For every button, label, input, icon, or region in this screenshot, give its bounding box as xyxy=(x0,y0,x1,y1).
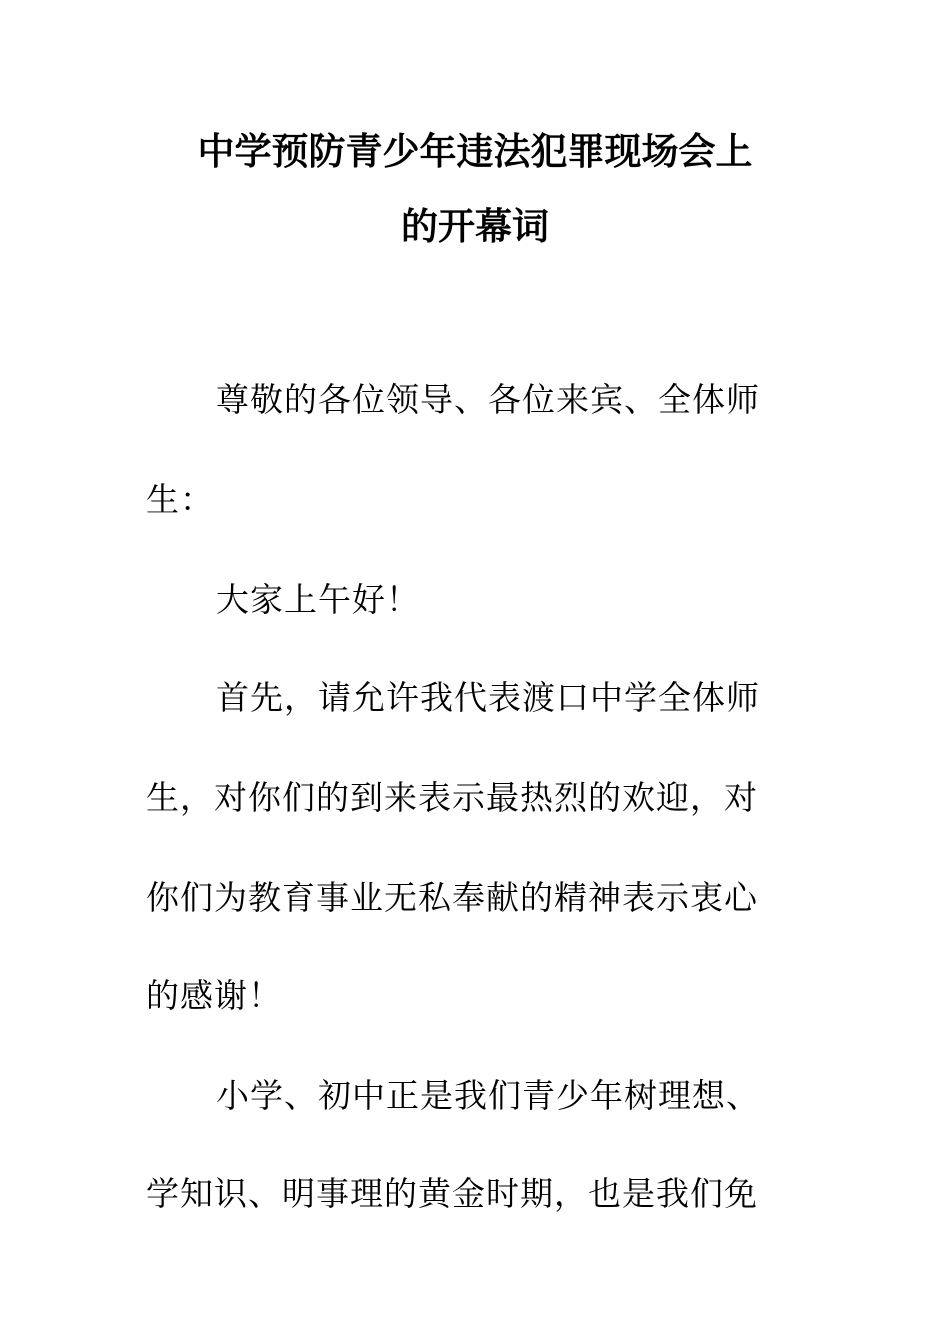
paragraph-1-line-4: 的感谢！ xyxy=(146,976,282,1015)
salutation-line-1: 尊敬的各位领导、各位来宾、全体师 xyxy=(216,380,760,419)
paragraph-2-line-1: 小学、初中正是我们青少年树理想、 xyxy=(216,1076,760,1115)
paragraph-1-line-3: 你们为教育事业无私奉献的精神表示衷心 xyxy=(146,878,758,917)
paragraph-1-line-2: 生，对你们的到来表示最热烈的欢迎，对 xyxy=(146,778,758,817)
document-title-line-2: 的开幕词 xyxy=(401,205,549,248)
paragraph-2-line-2: 学知识、明事理的黄金时期，也是我们免 xyxy=(146,1174,758,1213)
salutation-line-2: 生： xyxy=(146,480,214,519)
document-title-line-1: 中学预防青少年违法犯罪现场会上 xyxy=(197,130,753,173)
paragraph-1-line-1: 首先，请允许我代表渡口中学全体师 xyxy=(216,678,760,717)
greeting-line: 大家上午好！ xyxy=(216,580,420,619)
